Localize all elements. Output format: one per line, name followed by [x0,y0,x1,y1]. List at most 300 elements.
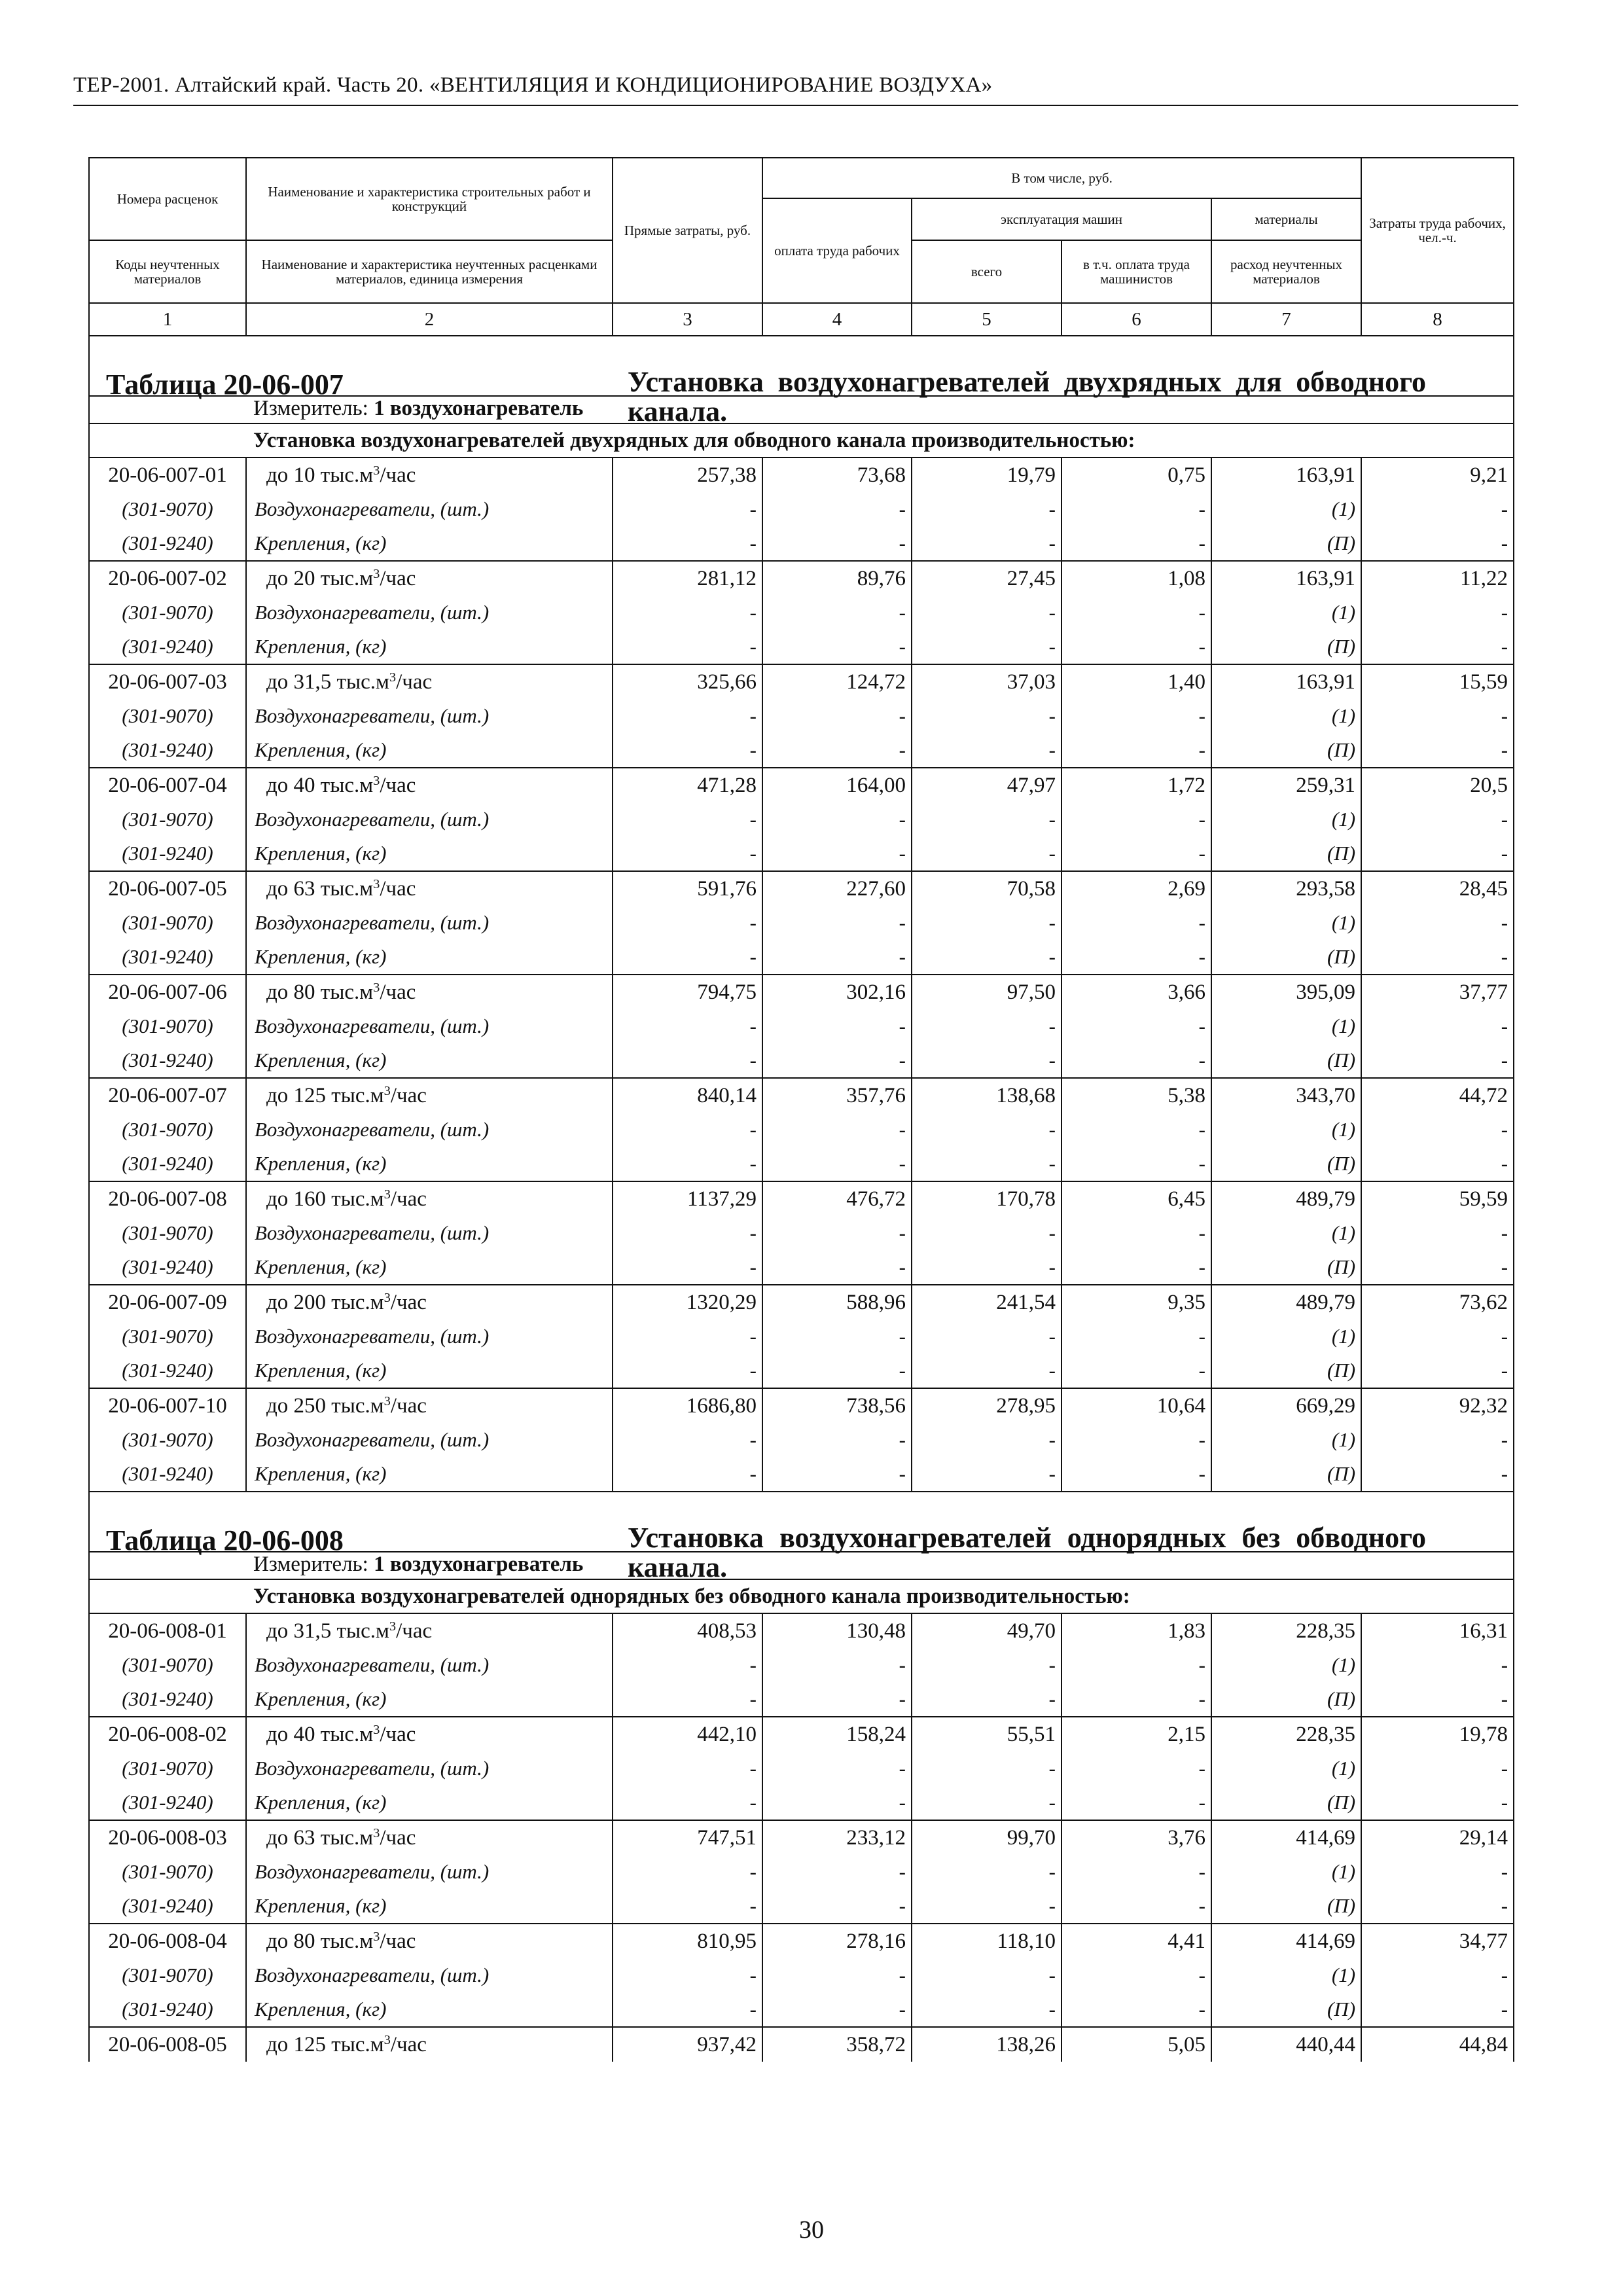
rate-name: до 80 $тыс.м^3$/час [246,1924,613,1958]
operator-pay: 1,72 [1061,768,1211,802]
dash: - [762,1958,912,1992]
material-amount: (1) [1211,802,1361,836]
rate-unit: /час [380,1722,416,1746]
rate-code: 20-06-008-05 [89,2027,246,2062]
rate-row [89,871,1514,906]
dash: - [912,1992,1061,2027]
rate-name: до 63 $тыс.м^3$/час [246,871,613,906]
material-name: Крепления, (кг) [246,1992,613,2027]
dash: - [613,596,762,630]
dash: - [912,526,1061,561]
dash: - [1061,1423,1211,1457]
dash: - [1061,1992,1211,2027]
dash: - [762,1009,912,1043]
dash: - [1361,836,1514,871]
dash: - [1061,906,1211,940]
group-title: Установка воздухонагревателей однорядных без обводного канала производительностью: [89,1579,1514,1613]
dash: - [912,492,1061,526]
labor-pay: 227,60 [762,871,912,906]
rate-code: 20-06-008-04 [89,1924,246,1958]
group-title-row [89,1579,1514,1613]
dash: - [762,1889,912,1924]
dash: - [613,1751,762,1785]
machine-total: 27,45 [912,561,1061,596]
operator-pay: 1,40 [1061,664,1211,699]
dash: - [613,1043,762,1078]
dash: - [1361,596,1514,630]
rate-capacity: до 250 тыс.м [266,1393,384,1418]
dash: - [1061,492,1211,526]
rate-unit: /час [380,463,416,487]
material-amount: (П) [1211,1889,1361,1924]
meter-value: 1 воздухонагреватель [374,397,584,420]
operator-pay: 3,76 [1061,1820,1211,1855]
materials-cost: 669,29 [1211,1388,1361,1423]
rates-table [88,157,1514,2062]
dash: - [1361,733,1514,768]
material-name: Воздухонагреватели, (шт.) [246,1113,613,1147]
direct-costs: 408,53 [613,1613,762,1648]
header-labor-pay: оплата труда рабочих [762,198,912,303]
dash: - [1361,699,1514,733]
header-total: всего [912,240,1061,303]
material-amount: (П) [1211,1457,1361,1492]
rate-capacity: до 40 тыс.м [266,1722,374,1746]
operator-pay: 1,08 [1061,561,1211,596]
rate-unit: /час [390,1187,427,1211]
materials-cost: 228,35 [1211,1613,1361,1648]
materials-cost: 163,91 [1211,664,1361,699]
material-amount: (П) [1211,630,1361,664]
material-row [89,1855,1514,1889]
direct-costs: 281,12 [613,561,762,596]
dash: - [762,1354,912,1388]
dash: - [1361,1682,1514,1717]
rate-code: 20-06-007-06 [89,975,246,1009]
material-row [89,1216,1514,1250]
machine-total: 138,68 [912,1078,1061,1113]
material-amount: (П) [1211,1354,1361,1388]
material-code: (301-9240) [89,1043,246,1078]
operator-pay: 5,38 [1061,1078,1211,1113]
rate-unit: /час [380,980,416,1004]
rate-capacity: до 10 тыс.м [266,463,374,487]
meter-label: Измеритель: [253,1552,368,1576]
direct-costs: 747,51 [613,1820,762,1855]
operator-pay: 4,41 [1061,1924,1211,1958]
material-row [89,1682,1514,1717]
dash: - [912,906,1061,940]
dash: - [1361,940,1514,975]
labor-pay: 476,72 [762,1181,912,1216]
column-number: 3 [613,303,762,336]
meter-value: 1 воздухонагреватель [374,1552,584,1576]
rate-name: до 10 $тыс.м^3$/час [246,457,613,492]
labor-hours: 92,32 [1361,1388,1514,1423]
material-amount: (1) [1211,1958,1361,1992]
dash: - [912,1855,1061,1889]
labor-hours: 9,21 [1361,457,1514,492]
operator-pay: 9,35 [1061,1285,1211,1319]
rate-unit: /час [390,1083,427,1107]
rate-capacity: до 125 тыс.м [266,1083,384,1107]
rate-code: 20-06-008-02 [89,1717,246,1751]
column-number: 8 [1361,303,1514,336]
dash: - [1061,1958,1211,1992]
direct-costs: 810,95 [613,1924,762,1958]
material-row [89,1009,1514,1043]
rate-unit: /час [396,1619,433,1643]
labor-hours: 29,14 [1361,1820,1514,1855]
materials-cost: 395,09 [1211,975,1361,1009]
dash: - [912,630,1061,664]
dash: - [613,733,762,768]
dash: - [1061,1319,1211,1354]
dash: - [1061,1113,1211,1147]
header-labor-costs: Затраты труда рабочих, чел.-ч. [1361,158,1514,303]
dash: - [912,1319,1061,1354]
operator-pay: 3,66 [1061,975,1211,1009]
material-name: Крепления, (кг) [246,526,613,561]
material-name: Воздухонагреватели, (шт.) [246,906,613,940]
material-name: Воздухонагреватели, (шт.) [246,1855,613,1889]
rate-name: до 80 $тыс.м^3$/час [246,975,613,1009]
direct-costs: 325,66 [613,664,762,699]
dash: - [762,492,912,526]
dash: - [613,836,762,871]
rate-row [89,975,1514,1009]
material-row [89,1250,1514,1285]
dash: - [1061,526,1211,561]
material-row [89,1751,1514,1785]
machine-total: 138,26 [912,2027,1061,2062]
dash: - [1061,836,1211,871]
material-row [89,1319,1514,1354]
material-name: Воздухонагреватели, (шт.) [246,1648,613,1682]
rate-row [89,1613,1514,1648]
direct-costs: 1686,80 [613,1388,762,1423]
labor-pay: 302,16 [762,975,912,1009]
rate-row [89,1078,1514,1113]
material-code: (301-9070) [89,1855,246,1889]
dash: - [1061,1648,1211,1682]
material-code: (301-9070) [89,1751,246,1785]
labor-hours: 28,45 [1361,871,1514,906]
dash: - [613,1319,762,1354]
material-code: (301-9070) [89,906,246,940]
running-header: ТЕР-2001. Алтайский край. Часть 20. «ВЕНТИЛЯЦИЯ И КОНДИЦИОНИРОВАНИЕ ВОЗДУХА» [73,73,993,97]
machine-total: 37,03 [912,664,1061,699]
rate-code: 20-06-007-10 [89,1388,246,1423]
dash: - [1061,1147,1211,1181]
material-row [89,1457,1514,1492]
dash: - [912,596,1061,630]
material-name: Крепления, (кг) [246,1889,613,1924]
rate-capacity: до 160 тыс.м [266,1187,384,1211]
machine-total: 47,97 [912,768,1061,802]
labor-pay: 233,12 [762,1820,912,1855]
dash: - [912,1648,1061,1682]
material-name: Воздухонагреватели, (шт.) [246,1319,613,1354]
material-code: (301-9070) [89,1423,246,1457]
direct-costs: 937,42 [613,2027,762,2062]
dash: - [1361,1992,1514,2027]
operator-pay: 2,69 [1061,871,1211,906]
materials-cost: 343,70 [1211,1078,1361,1113]
dash: - [912,1457,1061,1492]
material-code: (301-9070) [89,1958,246,1992]
dash: - [762,526,912,561]
dash: - [1361,1113,1514,1147]
material-name: Воздухонагреватели, (шт.) [246,699,613,733]
material-row [89,1785,1514,1820]
dash: - [1061,596,1211,630]
header-incl-operators: в т.ч. оплата труда машинистов [1061,240,1211,303]
material-row [89,596,1514,630]
material-code: (301-9070) [89,492,246,526]
dash: - [1061,1457,1211,1492]
machine-total: 99,70 [912,1820,1061,1855]
column-number: 1 [89,303,246,336]
materials-cost: 293,58 [1211,871,1361,906]
rate-row [89,1285,1514,1319]
column-number: 2 [246,303,613,336]
dash: - [762,1147,912,1181]
material-code: (301-9240) [89,1682,246,1717]
material-amount: (П) [1211,1992,1361,2027]
material-name: Крепления, (кг) [246,733,613,768]
machine-total: 19,79 [912,457,1061,492]
rate-capacity: до 80 тыс.м [266,1929,374,1953]
dash: - [912,836,1061,871]
dash: - [1061,940,1211,975]
dash: - [1361,1423,1514,1457]
dash: - [912,699,1061,733]
machine-total: 278,95 [912,1388,1061,1423]
labor-pay: 278,16 [762,1924,912,1958]
dash: - [613,1855,762,1889]
material-name: Воздухонагреватели, (шт.) [246,1423,613,1457]
material-code: (301-9240) [89,1147,246,1181]
labor-hours: 59,59 [1361,1181,1514,1216]
dash: - [762,1113,912,1147]
dash: - [912,733,1061,768]
material-amount: (1) [1211,1648,1361,1682]
machine-total: 97,50 [912,975,1061,1009]
dash: - [613,1009,762,1043]
labor-hours: 73,62 [1361,1285,1514,1319]
dash: - [912,1147,1061,1181]
dash: - [762,1457,912,1492]
rate-unit: /час [380,1929,416,1953]
rate-row [89,768,1514,802]
material-code: (301-9070) [89,1009,246,1043]
labor-hours: 20,5 [1361,768,1514,802]
rate-capacity: до 63 тыс.м [266,1825,374,1850]
dash: - [1061,802,1211,836]
rate-name: до 200 $тыс.м^3$/час [246,1285,613,1319]
material-row [89,492,1514,526]
dash: - [613,802,762,836]
material-code: (301-9240) [89,1354,246,1388]
dash: - [1361,906,1514,940]
dash: - [1361,1751,1514,1785]
dash: - [912,1751,1061,1785]
rate-name: до 125 $тыс.м^3$/час [246,2027,613,2062]
rate-unit: /час [390,2032,427,2056]
material-code: (301-9240) [89,1992,246,2027]
material-name: Воздухонагреватели, (шт.) [246,492,613,526]
material-amount: (П) [1211,940,1361,975]
header-including: В том числе, руб. [762,158,1361,198]
dash: - [1361,1147,1514,1181]
rate-row [89,561,1514,596]
dash: - [762,1682,912,1717]
material-name: Крепления, (кг) [246,1785,613,1820]
header-direct-costs: Прямые затраты, руб. [613,158,762,303]
materials-cost: 440,44 [1211,2027,1361,2062]
rate-code: 20-06-007-01 [89,457,246,492]
material-row [89,1043,1514,1078]
material-amount: (П) [1211,1147,1361,1181]
material-row [89,1958,1514,1992]
material-amount: (П) [1211,1682,1361,1717]
material-amount: (1) [1211,492,1361,526]
material-row [89,733,1514,768]
rate-code: 20-06-007-05 [89,871,246,906]
material-name: Крепления, (кг) [246,1354,613,1388]
header-col2-top: Наименование и характеристика строительных работ и конструкций [246,158,613,240]
dash: - [1061,1855,1211,1889]
labor-pay: 89,76 [762,561,912,596]
rate-name: до 125 $тыс.м^3$/час [246,1078,613,1113]
operator-pay: 5,05 [1061,2027,1211,2062]
machine-total: 70,58 [912,871,1061,906]
header-rule [73,105,1518,106]
rate-name: до 40 $тыс.м^3$/час [246,768,613,802]
dash: - [1061,1250,1211,1285]
material-amount: (1) [1211,1216,1361,1250]
dash: - [613,1958,762,1992]
material-name: Воздухонагреватели, (шт.) [246,1958,613,1992]
material-row [89,802,1514,836]
material-code: (301-9070) [89,699,246,733]
materials-cost: 163,91 [1211,561,1361,596]
dash: - [912,1354,1061,1388]
labor-hours: 19,78 [1361,1717,1514,1751]
material-code: (301-9240) [89,836,246,871]
material-name: Крепления, (кг) [246,836,613,871]
machine-total: 241,54 [912,1285,1061,1319]
material-amount: (1) [1211,699,1361,733]
material-name: Воздухонагреватели, (шт.) [246,802,613,836]
material-row [89,1147,1514,1181]
dash: - [613,492,762,526]
dash: - [1061,1009,1211,1043]
rate-capacity: до 200 тыс.м [266,1290,384,1314]
direct-costs: 471,28 [613,768,762,802]
page-number: 30 [799,2216,824,2244]
rate-name: до 31,5 $тыс.м^3$/час [246,1613,613,1648]
material-amount: (1) [1211,1009,1361,1043]
rate-name: до 40 $тыс.м^3$/час [246,1717,613,1751]
dash: - [1361,1457,1514,1492]
material-name: Воздухонагреватели, (шт.) [246,596,613,630]
rate-row [89,664,1514,699]
dash: - [1361,1855,1514,1889]
header-materials: материалы [1211,198,1361,240]
dash: - [762,1423,912,1457]
direct-costs: 794,75 [613,975,762,1009]
materials-cost: 163,91 [1211,457,1361,492]
dash: - [912,940,1061,975]
materials-cost: 489,79 [1211,1285,1361,1319]
dash: - [912,1113,1061,1147]
dash: - [912,1250,1061,1285]
material-code: (301-9240) [89,1785,246,1820]
dash: - [912,1682,1061,1717]
column-number: 5 [912,303,1061,336]
dash: - [1061,699,1211,733]
material-amount: (1) [1211,1319,1361,1354]
rate-unit: /час [380,876,416,901]
dash: - [613,906,762,940]
dash: - [1361,802,1514,836]
rate-row [89,1181,1514,1216]
dash: - [613,940,762,975]
dash: - [613,526,762,561]
dash: - [912,1785,1061,1820]
material-name: Крепления, (кг) [246,630,613,664]
material-code: (301-9070) [89,1216,246,1250]
direct-costs: 257,38 [613,457,762,492]
material-row [89,1113,1514,1147]
rate-code: 20-06-008-01 [89,1613,246,1648]
dash: - [762,1751,912,1785]
material-amount: (П) [1211,836,1361,871]
table-title-row [89,336,1514,396]
dash: - [762,836,912,871]
material-row [89,1992,1514,2027]
dash: - [1061,1751,1211,1785]
dash: - [912,1889,1061,1924]
labor-pay: 124,72 [762,664,912,699]
group-title-row [89,423,1514,457]
material-code: (301-9240) [89,1457,246,1492]
material-code: (301-9240) [89,733,246,768]
column-number: 6 [1061,303,1211,336]
material-code: (301-9240) [89,1250,246,1285]
material-code: (301-9240) [89,940,246,975]
dash: - [1061,1354,1211,1388]
dash: - [1361,1785,1514,1820]
dash: - [613,1992,762,2027]
labor-hours: 15,59 [1361,664,1514,699]
rate-capacity: до 40 тыс.м [266,773,374,797]
rate-unit: /час [396,670,433,694]
labor-pay: 130,48 [762,1613,912,1648]
material-name: Воздухонагреватели, (шт.) [246,1009,613,1043]
labor-pay: 164,00 [762,768,912,802]
material-row [89,836,1514,871]
rate-code: 20-06-008-03 [89,1820,246,1855]
rate-unit: /час [390,1290,427,1314]
material-row [89,1889,1514,1924]
dash: - [613,1457,762,1492]
dash: - [762,940,912,975]
rate-code: 20-06-007-02 [89,561,246,596]
dash: - [1061,1785,1211,1820]
